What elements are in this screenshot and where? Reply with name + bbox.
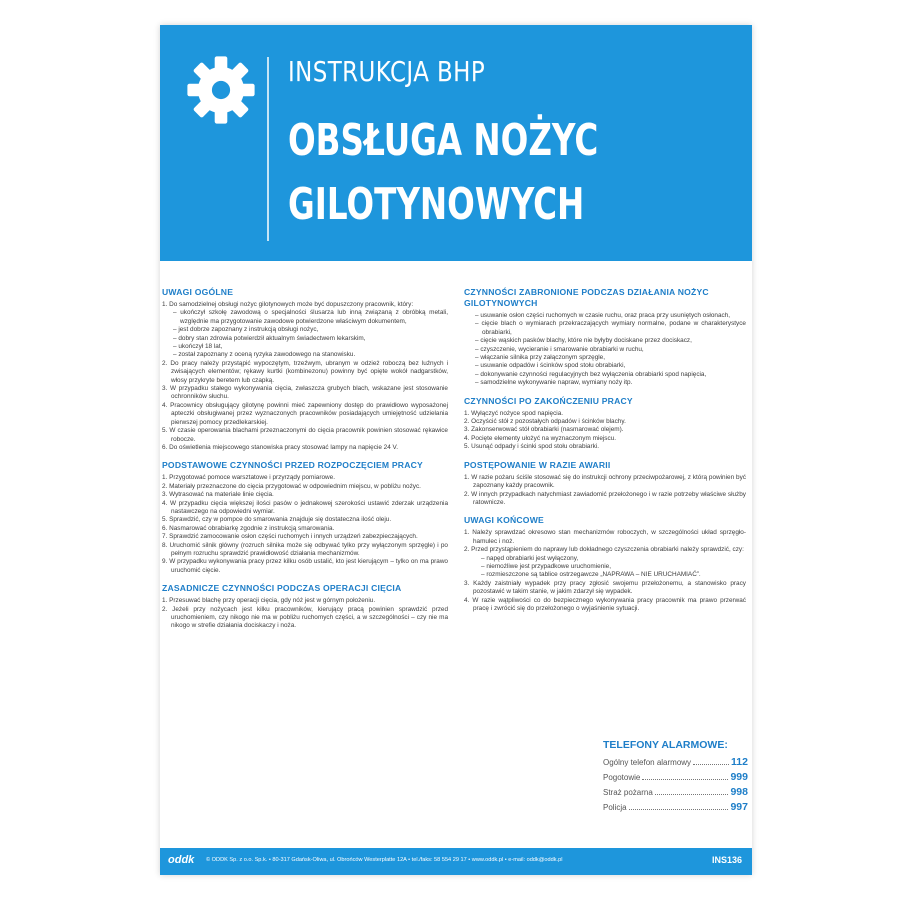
poster-header <box>160 25 752 261</box>
phone-number: 997 <box>730 801 748 813</box>
dot-leader <box>629 809 729 810</box>
section-after-work <box>464 396 746 452</box>
publisher-logo: oddk <box>168 854 195 866</box>
emergency-phones <box>603 739 748 815</box>
header-divider <box>267 57 269 241</box>
phone-name: Policja <box>603 803 627 812</box>
list-item: 1. Należy sprawdzać okresowo stan mechanizmów roboczych, w szczególności układ sprzęgło-hamulec i noż. <box>464 529 746 545</box>
list-item: 1. W razie pożaru ściśle stosować się do instrukcji ochrony przeciwpożarowej, z którą powinien być zapoznany każdy pracownik. <box>464 473 746 490</box>
list-subitem: – włączanie silnika przy załączonym sprzęgle, <box>475 354 605 362</box>
list-item: 5. W czasie operowania blachami przeznaczonymi do cięcia pracownik powinien stosować rękawice robocze. <box>162 427 448 443</box>
list-item: 6. Do oświetlenia miejscowego stanowiska pracy stosować lampy na napięcie 24 V. <box>162 443 398 451</box>
phones-heading: TELEFONY ALARMOWE: <box>603 739 728 751</box>
section-heading: PODSTAWOWE CZYNNOŚCI PRZED ROZPOCZĘCIEM PRACY <box>162 460 423 471</box>
list-item: 2. Przed przystąpieniem do naprawy lub dokładnego czyszczenia obrabiarki należy sprawdzić, czy: <box>464 546 744 554</box>
poster-title <box>288 109 598 237</box>
document-code: INS136 <box>711 855 742 865</box>
phone-row <box>603 770 748 785</box>
phone-row <box>603 755 748 770</box>
section-heading: POSTĘPOWANIE W RAZIE AWARII <box>464 459 611 470</box>
list-item: 2. Jeżeli przy nożycach jest kilku pracowników, kierujący pracą powinien sprawdzić przed uruchomieniem, czy nikogo nie ma w pobliżu ruchomych części, a w szczególności – czy nie ma nikogo w strefie działania dociskaczy i noża. <box>162 605 448 630</box>
poster-title-line: GILOTYNOWYCH <box>288 179 585 230</box>
list-subitem: – ukończył szkołę zawodową o specjalności ślusarza lub inną związaną z obróbką metali, względnie ma przygotowanie zawodowe potwierdzone właściwym dokumentem, <box>173 309 448 325</box>
list-subitem: – usuwanie osłon części ruchomych w czasie ruchu, oraz praca przy usuniętych osłonach, <box>475 312 731 319</box>
section-heading: UWAGI OGÓLNE <box>162 287 234 297</box>
list-item: 2. Materiały przeznaczone do cięcia przygotować w odpowiednim miejscu, w pobliżu nożyc. <box>162 482 421 490</box>
list-item: 2. W innych przypadkach natychmiast zawiadomić przełożonego i w razie potrzeby właściwe służby ratownicze. <box>464 490 746 506</box>
gear-icon <box>186 55 256 125</box>
phone-row <box>603 785 748 800</box>
poster-title-line: OBSŁUGA NOŻYC <box>288 115 599 166</box>
publisher-info: © ODDK Sp. z o.o. Sp.k. • 80-317 Gdańsk-Oliwa, ul. Obrońców Westerplatte 12A • tel./faks: 58 554 29 17 • www.oddk.pl • e-mail: oddk@oddk.pl <box>206 857 563 863</box>
list-subitem: – cięcie blach o wymiarach przekraczających wymiary normalne, podane w charakterystyce obrabiarki, <box>475 320 746 336</box>
list-subitem: – niemożliwe jest przypadkowe uruchomienie, <box>481 562 612 570</box>
section-general <box>162 287 448 452</box>
section-heading: CZYNNOŚCI ZABRONIONE PODCZAS DZIAŁANIA NOŻYC GILOTYNOWYCH <box>464 287 709 308</box>
list-item: 6. Nasmarować obrabiarkę zgodnie z instrukcją smarowania. <box>162 524 335 532</box>
section-before-work <box>162 460 448 575</box>
section-heading: UWAGI KOŃCOWE <box>464 515 544 526</box>
list-item: 3. Wytrasować na materiale linie cięcia. <box>162 491 274 499</box>
section-heading: ZASADNICZE CZYNNOŚCI PODCZAS OPERACJI CIĘCIA <box>162 583 402 594</box>
list-item: 7. Sprawdzić zamocowanie osłon części ruchomych i innych urządzeń zabezpieczających. <box>162 533 418 541</box>
list-item: 1. Wyłączyć nożyce spod napięcia. <box>464 409 564 417</box>
list-item: 4. W razie wątpliwości co do bezpiecznego wykonywania pracy pracownik ma prawo przerwać pracę i zwrócić się do przełożonego o wyjaśnienie sytuacji. <box>464 596 746 612</box>
list-item: 4. Pocięte elementy ułożyć na wyznaczonym miejscu. <box>464 434 617 442</box>
phone-number: 998 <box>730 786 748 798</box>
section-forbidden <box>464 287 746 388</box>
list-subitem: – czyszczenie, wycieranie i smarowanie obrabiarki w ruchu, <box>475 345 644 353</box>
list-subitem: – dobry stan zdrowia potwierdził aktualnym świadectwem lekarskim, <box>173 334 366 342</box>
phone-row <box>603 800 748 815</box>
list-item: 4. Pracownicy obsługujący gilotynę powinni mieć zapewniony dostęp do prawidłowo wyposażonej apteczki obsługiwanej przez wyznaczonych pracowników posiadających umiejętność udzielania pierwszej pomocy przedlekarskiej. <box>162 401 448 426</box>
list-subitem: – ukończył 18 lat, <box>173 343 223 351</box>
list-item: 3. Zakonserwować stół obrabiarki (nasmarować olejem). <box>464 426 624 434</box>
list-item: 5. Sprawdzić, czy w pompce do smarowania znajduje się dostateczna ilość oleju. <box>162 516 392 524</box>
phone-name: Pogotowie <box>603 773 641 782</box>
phone-name: Straż pożarna <box>603 788 653 797</box>
list-item: 3. Każdy zaistniały wypadek przy pracy zgłosić swojemu przełożonemu, a stanowisko pracy pozostawić w takim stanie, w jakim zdarzył się wypadek. <box>464 579 746 596</box>
list-item: 3. W przypadku stałego wykonywania cięcia, zwłaszcza grubych blach, wskazane jest stosowanie ochronników słuchu. <box>162 385 448 401</box>
list-item: 1. Do samodzielnej obsługi nożyc gilotynowych może być dopuszczony pracownik, który: <box>162 301 414 308</box>
poster-eyebrow: INSTRUKCJA BHP <box>288 55 486 88</box>
list-item: 8. Uruchomić silnik główny (rozruch silnika może się odbywać tylko przy wyłączonym sprzęgle) i po pełnym rozruchu sprawdzić prawidłowość działania mechanizmów. <box>162 541 448 557</box>
list-subitem: – cięcie wąskich pasków blachy, które nie byłyby dociskane przez dociskacz, <box>475 337 692 345</box>
list-subitem: – został zapoznany z oceną ryzyka zawodowego na stanowisku. <box>173 351 356 359</box>
list-subitem: – usuwanie odpadów i ścinków spod stołu obrabiarki, <box>475 362 626 370</box>
section-failure <box>464 460 746 508</box>
list-item: 4. W przypadku cięcia większej ilości pasów o jednakowej szerokości ustawić zderzak urządzenia nastawczego na odpowiedni wymiar. <box>162 499 448 515</box>
list-item: 9. W przypadku wykonywania pracy przez kilku osób ustalić, kto jest kierującym – tylko on ma prawo uruchomić cięcie. <box>162 558 448 574</box>
list-item: 1. Przygotować pomoce warsztatowe i przyrządy pomiarowe. <box>162 474 335 482</box>
instruction-poster <box>160 25 752 875</box>
dot-leader <box>655 794 729 795</box>
list-item: 2. Oczyścić stół z pozostałych odpadów i ścinków blachy. <box>464 418 626 426</box>
list-item: 5. Usunąć odpady i ścinki spod stołu obrabiarki. <box>464 443 599 451</box>
list-subitem: – jest dobrze zapoznany z instrukcją obsługi nożyc, <box>173 326 319 334</box>
list-item: 2. Do pracy należy przystąpić wypoczętym, trzeźwym, ubranym w odzież roboczą bez luźnych i zwisających elementów; rękawy kurtki (kombinezonu) powinny być opięte wokół nadgarstków, włosy przykryte beretem lub czapką. <box>162 359 448 384</box>
section-heading: CZYNNOŚCI PO ZAKOŃCZENIU PRACY <box>464 395 633 406</box>
section-final-remarks <box>464 515 746 613</box>
section-during-cutting <box>162 583 448 631</box>
phone-number: 112 <box>731 756 748 768</box>
list-subitem: – samodzielne wykonywanie napraw, wymiany noży itp. <box>475 379 633 387</box>
right-column <box>464 287 746 621</box>
poster-footer <box>160 848 752 875</box>
list-subitem: – rozmieszczone są tablice ostrzegawcze „NAPRAWA – NIE URUCHAMIAĆ”. <box>481 571 701 579</box>
phone-name: Ogólny telefon alarmowy <box>603 758 692 767</box>
left-column <box>162 287 448 639</box>
list-subitem: – dokonywanie czynności regulacyjnych bez wyłączenia obrabiarki spod napięcia, <box>475 370 707 378</box>
list-item: 1. Przesuwać blachę przy operacji cięcia, gdy nóż jest w górnym położeniu. <box>162 597 376 605</box>
list-subitem: – napęd obrabiarki jest wyłączony, <box>481 554 579 562</box>
dot-leader <box>642 779 728 780</box>
phone-number: 999 <box>730 771 748 783</box>
dot-leader <box>693 764 729 765</box>
